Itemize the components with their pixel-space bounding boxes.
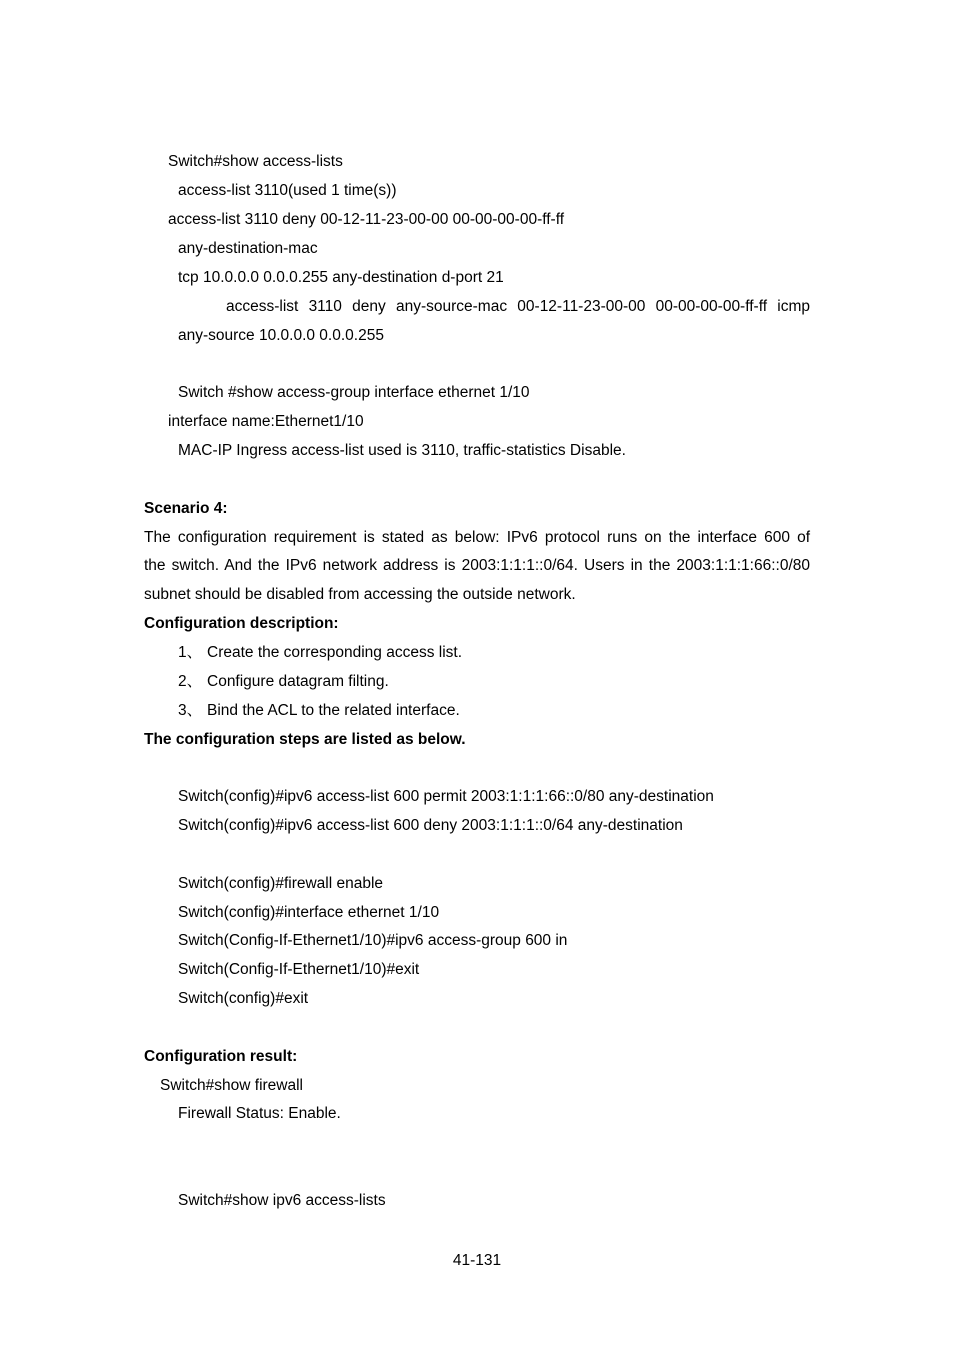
cli-line: access-list 3110(used 1 time(s)) <box>178 182 397 199</box>
cli-line: Switch#show ipv6 access-lists <box>178 1192 386 1209</box>
cli-line: any-source 10.0.0.0 0.0.0.255 <box>178 327 384 344</box>
cli-line: Firewall Status: Enable. <box>178 1105 341 1122</box>
scenario-paragraph-line: The configuration requirement is stated as below: IPv6 protocol runs on the interface 600 of <box>144 529 810 546</box>
cli-line: access-list 3110 deny any-source-mac 00-12-11-23-00-00 00-00-00-00-ff-ff icmp <box>226 298 810 315</box>
page-number: 41-131 <box>452 1252 502 1269</box>
list-item-text: Configure datagram filting. <box>207 673 389 690</box>
cli-line: Switch(config)#ipv6 access-list 600 permit 2003:1:1:1:66::0/80 any-destination <box>178 788 714 805</box>
cli-line: interface name:Ethernet1/10 <box>168 413 364 430</box>
config-steps-heading: The configuration steps are listed as below. <box>144 731 466 748</box>
config-description-heading: Configuration description: <box>144 615 339 632</box>
scenario-paragraph-line: the switch. And the IPv6 network address is 2003:1:1:1::0/64. Users in the 2003:1:1:1:66::0/80 <box>144 557 810 574</box>
list-item-number: 1、 <box>178 644 203 661</box>
list-item-text: Bind the ACL to the related interface. <box>207 702 460 719</box>
cli-line: Switch#show access-lists <box>168 153 343 170</box>
cli-line: Switch(config)#exit <box>178 990 309 1007</box>
cli-line: Switch(config)#firewall enable <box>178 875 384 892</box>
cli-line: Switch#show firewall <box>160 1077 303 1094</box>
list-item-text: Create the corresponding access list. <box>207 644 463 661</box>
cli-line: Switch(config)#ipv6 access-list 600 deny 2003:1:1:1::0/64 any-destination <box>178 817 683 834</box>
scenario-heading: Scenario 4: <box>144 500 228 517</box>
cli-line: any-destination-mac <box>178 240 318 257</box>
cli-line: Switch(Config-If-Ethernet1/10)#ipv6 access-group 600 in <box>178 932 568 949</box>
list-item-number: 3、 <box>178 702 203 719</box>
cli-line: Switch(Config-If-Ethernet1/10)#exit <box>178 961 420 978</box>
cli-line: Switch #show access-group interface ethernet 1/10 <box>178 384 530 401</box>
cli-line: MAC-IP Ingress access-list used is 3110, traffic-statistics Disable. <box>178 442 626 459</box>
config-result-heading: Configuration result: <box>144 1048 298 1065</box>
scenario-paragraph-line: subnet should be disabled from accessing the outside network. <box>144 586 576 603</box>
cli-line: Switch(config)#interface ethernet 1/10 <box>178 904 440 921</box>
list-item-number: 2、 <box>178 673 203 690</box>
cli-line: access-list 3110 deny 00-12-11-23-00-00 00-00-00-00-ff-ff <box>168 211 565 228</box>
cli-line: tcp 10.0.0.0 0.0.0.255 any-destination d-port 21 <box>178 269 504 286</box>
